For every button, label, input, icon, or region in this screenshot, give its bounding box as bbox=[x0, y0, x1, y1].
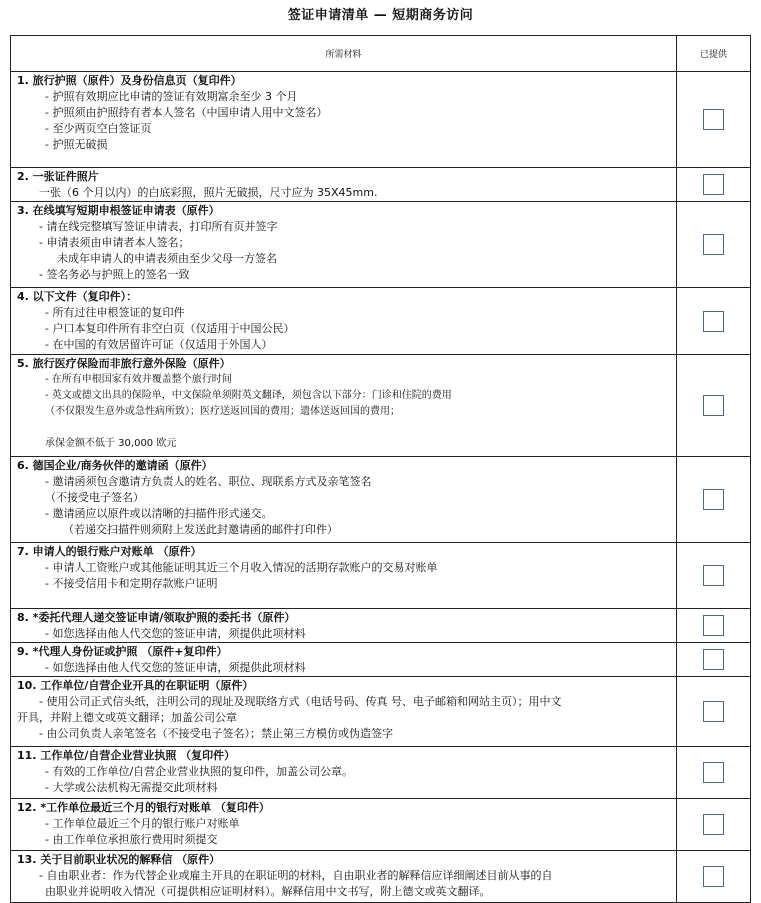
materials-header: 所需材料 bbox=[11, 36, 677, 72]
item-line: - 在中国的有效居留许可证（仅适用于外国人） bbox=[45, 338, 273, 351]
item-heading: 8. *委托代理人递交签证申请/领取护照的委托书（原件） bbox=[17, 611, 296, 624]
table-row bbox=[11, 851, 751, 903]
item-line: - 如您选择由他人代交您的签证申请，须提供此项材料 bbox=[45, 661, 306, 674]
item-line: - 签名务必与护照上的签名一致 bbox=[39, 268, 190, 281]
item-line: （不仅限发生意外或急性病所致）；医疗送返回国的费用；遗体送返回国的费用； bbox=[45, 406, 400, 417]
item-line: - 护照无破损 bbox=[45, 138, 108, 151]
item-heading: 10. 工作单位/自营企业开具的在职证明（原件） bbox=[17, 679, 254, 692]
item-line: - 邀请函应以原件或以清晰的扫描件形式递交。 bbox=[45, 507, 273, 520]
provided-checkbox[interactable] bbox=[703, 701, 724, 722]
item-line: （不接受电子签名） bbox=[45, 491, 144, 504]
provided-checkbox[interactable] bbox=[703, 649, 724, 670]
item-line: - 由公司负责人亲笔签名（不接受电子签名）；禁止第三方模仿或伪造签字 bbox=[39, 727, 393, 740]
item-line: 一张（6 个月以内）的白底彩照，照片无破损，尺寸应为 35X45mm. bbox=[39, 186, 378, 199]
item-heading: 5. 旅行医疗保险而非旅行意外保险（原件） bbox=[17, 357, 231, 370]
provided-checkbox[interactable] bbox=[703, 395, 724, 416]
checklist-table bbox=[10, 35, 751, 903]
table-header-row bbox=[11, 36, 751, 72]
item-line: - 请在线完整填写签证申请表，打印所有页并签字 bbox=[39, 220, 278, 233]
item-line: - 使用公司正式信头纸，注明公司的现址及现联络方式（电话号码、传真 号、电子邮箱和网站主页）；用中文 bbox=[39, 695, 562, 708]
item-line: 未成年申请人的申请表须由至少父母一方签名 bbox=[57, 252, 277, 265]
item-heading: 4. 以下文件（复印件）： bbox=[17, 290, 138, 303]
table-row bbox=[11, 457, 751, 543]
item-line: - 护照须由护照持有者本人签名（中国申请人用中文签名） bbox=[45, 106, 328, 119]
item-line: - 邀请函须包含邀请方负责人的姓名、职位、现联系方式及亲笔签名 bbox=[45, 475, 372, 488]
table-row bbox=[11, 355, 751, 457]
item-line: - 所有过往申根签证的复印件 bbox=[45, 306, 185, 319]
item-heading: 6. 德国企业/商务伙伴的邀请函（原件） bbox=[17, 459, 213, 472]
item-heading: 2. 一张证件照片 bbox=[17, 170, 99, 183]
table-row bbox=[11, 677, 751, 747]
item-line: - 户口本复印件所有非空白页（仅适用于中国公民） bbox=[45, 322, 295, 335]
item-heading: 9. *代理人身份证或护照 （原件+复印件） bbox=[17, 645, 228, 658]
provided-checkbox[interactable] bbox=[703, 814, 724, 835]
table-row bbox=[11, 747, 751, 799]
item-heading: 13. 关于目前职业状况的解释信 （原件） bbox=[17, 853, 221, 866]
item-heading: 1. 旅行护照（原件）及身份信息页（复印件） bbox=[17, 74, 242, 87]
table-row bbox=[11, 543, 751, 609]
provided-checkbox[interactable] bbox=[703, 489, 724, 510]
table-row bbox=[11, 72, 751, 168]
item-line: - 工作单位最近三个月的银行账户对账单 bbox=[45, 817, 240, 830]
item-line: - 大学或公法机构无需提交此项材料 bbox=[45, 781, 218, 794]
provided-checkbox[interactable] bbox=[703, 615, 724, 636]
provided-checkbox[interactable] bbox=[703, 234, 724, 255]
table-row bbox=[11, 202, 751, 288]
provided-checkbox[interactable] bbox=[703, 109, 724, 130]
item-line bbox=[17, 420, 672, 436]
page-title: 签证申请清单 — 短期商务访问 bbox=[287, 8, 474, 23]
item-heading: 3. 在线填写短期申根签证申请表（原件） bbox=[17, 204, 220, 217]
item-line: - 在所有申根国家有效并覆盖整个旅行时间 bbox=[45, 374, 232, 385]
item-line: - 申请表须由申请者本人签名； bbox=[39, 236, 190, 249]
provided-checkbox[interactable] bbox=[703, 174, 724, 195]
item-line: 由职业并说明收入情况（可提供相应证明材料）。解释信用中文书写，附上德文或英文翻译。 bbox=[45, 885, 491, 898]
item-line: - 由工作单位承担旅行费用时须提交 bbox=[45, 833, 218, 846]
table-row bbox=[11, 168, 751, 202]
provided-checkbox[interactable] bbox=[703, 311, 724, 332]
item-line: - 有效的工作单位/自营企业营业执照的复印件，加盖公司公章。 bbox=[45, 765, 354, 778]
item-line: - 护照有效期应比申请的签证有效期富余至少 3 个月 bbox=[45, 90, 298, 103]
item-line: （若递交扫描件则须附上发送此封邀请函的邮件打印件） bbox=[63, 523, 338, 536]
item-line: - 至少两页空白签证页 bbox=[45, 122, 152, 135]
item-heading: 11. 工作单位/自营企业营业执照 （复印件） bbox=[17, 749, 236, 762]
item-heading: 12. *工作单位最近三个月的银行对账单 （复印件） bbox=[17, 801, 270, 814]
item-line: 承保金额不低于 30,000 欧元 bbox=[45, 438, 177, 449]
item-line: - 申请人工资账户或其他能证明其近三个月收入情况的活期存款账户的交易对账单 bbox=[45, 561, 438, 574]
table-row bbox=[11, 799, 751, 851]
item-line: - 自由职业者：作为代替企业或雇主开具的在职证明的材料，自由职业者的解释信应详细阐述目前从事的自 bbox=[39, 869, 553, 882]
provided-header: 已提供 bbox=[677, 36, 751, 72]
table-row bbox=[11, 288, 751, 355]
item-heading: 7. 申请人的银行账户对账单 （原件） bbox=[17, 545, 202, 558]
provided-checkbox[interactable] bbox=[703, 866, 724, 887]
provided-checkbox[interactable] bbox=[703, 565, 724, 586]
table-row bbox=[11, 643, 751, 677]
table-row bbox=[11, 609, 751, 643]
provided-checkbox[interactable] bbox=[703, 762, 724, 783]
item-line: 开具，并附上德文或英文翻译；加盖公司公章 bbox=[17, 711, 237, 724]
item-line: - 不接受信用卡和定期存款账户证明 bbox=[45, 577, 218, 590]
item-line: - 如您选择由他人代交您的签证申请，须提供此项材料 bbox=[45, 627, 306, 640]
item-line: - 英文或德文出具的保险单，中文保险单须附英文翻译，须包含以下部分：门诊和住院的费用 bbox=[45, 390, 452, 401]
